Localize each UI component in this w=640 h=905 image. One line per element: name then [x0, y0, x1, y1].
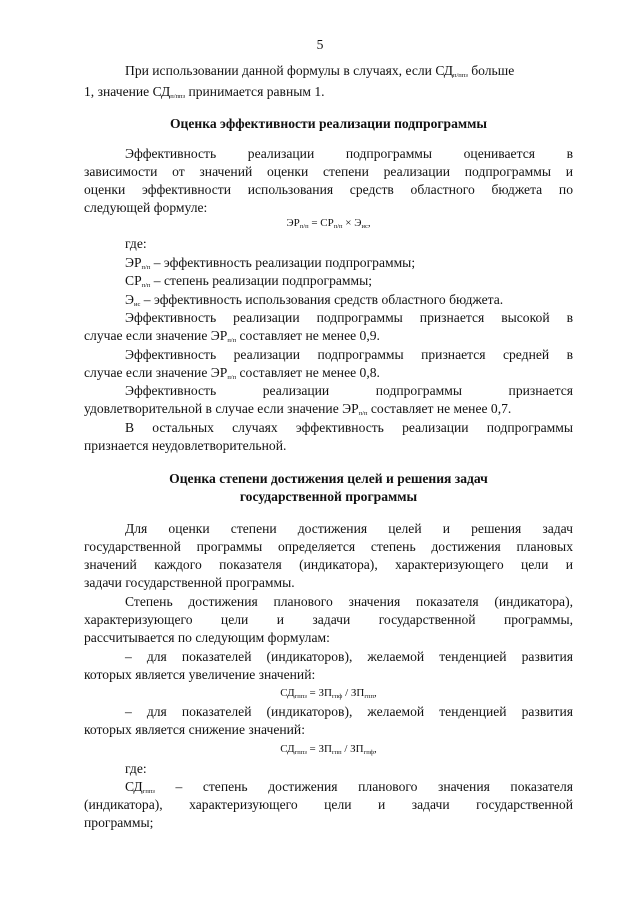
paragraph-satisfactory-line1: Эффективность реализации подпрограммы признается [125, 383, 573, 398]
paragraph-medium-line1: Эффективность реализации подпрограммы признается средней в [125, 347, 573, 362]
definition-er: $ЭР_{п/п}$ – эффективность реализации подпрограммы; [125, 255, 416, 271]
paragraph-degree-line2: характеризующего цели и задачи государственной программы, [84, 612, 573, 627]
definition-sd-line3: программы; [84, 815, 154, 830]
paragraph-other-line2: признается неудовлетворительной. [84, 438, 287, 453]
where-label-1: где: [125, 236, 147, 251]
definition-sd-line1: $СД_{гппз}$ – степень достижения планового значения показателя [125, 779, 573, 795]
definition-sr: $СР_{п/п}$ – степень реализации подпрограммы; [125, 273, 373, 289]
paragraph-satisfactory-line2: удовлетворительной в случае если значение $ЭР_{п/п}$ составляет не менее 0,7. [84, 401, 512, 417]
page-number: 5 [316, 37, 324, 52]
paragraph-formula-note-line1: При использовании данной формулы в случаях, если $СД_{п/ппз}$ больше [125, 63, 515, 79]
list-item-increase-line2: которых является увеличение значений: [84, 667, 316, 682]
paragraph-efficiency-line3: оценки эффективности использования средств областного бюджета по [84, 182, 573, 197]
definition-e: $Э_{ис}$ – эффективность использования средств областного бюджета. [125, 292, 504, 308]
paragraph-goals-line2: государственной программы определяется степень достижения плановых [84, 539, 573, 554]
paragraph-medium-line2: случае если значение $ЭР_{п/п}$ составляет не менее 0,8. [84, 365, 380, 381]
section-heading-goals-line1: Оценка степени достижения целей и решения задач [169, 471, 488, 486]
formula-increase: $СД_{гппз} = ЗП_{гпф} / ЗП_{гпп}$, [280, 687, 377, 700]
section-heading-goals-line2: государственной программы [239, 489, 418, 504]
list-item-increase-line1: – для показателей (индикаторов), желаемой тенденцией развития [125, 649, 573, 664]
formula-decrease: $СД_{гппз} = ЗП_{гпп} / ЗП_{гпф}$, [280, 743, 377, 756]
paragraph-formula-note-line2: 1, значение $СД_{п/ппз}$ принимается равным 1. [84, 84, 325, 100]
formula-subprogram-efficiency: $ЭР_{п/п} = СР_{п/п} \times Э_{ис}$, [286, 217, 371, 230]
paragraph-goals-line3: значений каждого показателя (индикатора), характеризующего цели и [84, 557, 573, 572]
section-heading-subprogram-efficiency: Оценка эффективности реализации подпрограммы [169, 116, 488, 131]
where-label-2: где: [125, 761, 147, 776]
paragraph-goals-line1: Для оценки степени достижения целей и решения задач [125, 521, 573, 536]
paragraph-high-line2: случае если значение $ЭР_{п/п}$ составляет не менее 0,9. [84, 328, 380, 344]
paragraph-degree-line1: Степень достижения планового значения показателя (индикатора), [125, 594, 573, 609]
paragraph-efficiency-line1: Эффективность реализации подпрограммы оценивается в [125, 146, 573, 161]
list-item-decrease-line2: которых является снижение значений: [84, 722, 305, 737]
list-item-decrease-line1: – для показателей (индикаторов), желаемой тенденцией развития [125, 704, 573, 719]
paragraph-efficiency-line2: зависимости от значений оценки степени реализации подпрограммы и [84, 164, 573, 179]
paragraph-degree-line3: рассчитывается по следующим формулам: [84, 630, 330, 645]
paragraph-goals-line4: задачи государственной программы. [84, 575, 295, 590]
paragraph-high-line1: Эффективность реализации подпрограммы признается высокой в [125, 310, 573, 325]
paragraph-efficiency-line4: следующей формуле: [84, 200, 208, 215]
definition-sd-line2: (индикатора), характеризующего цели и задачи государственной [84, 797, 573, 812]
paragraph-other-line1: В остальных случаях эффективность реализации подпрограммы [125, 420, 573, 435]
